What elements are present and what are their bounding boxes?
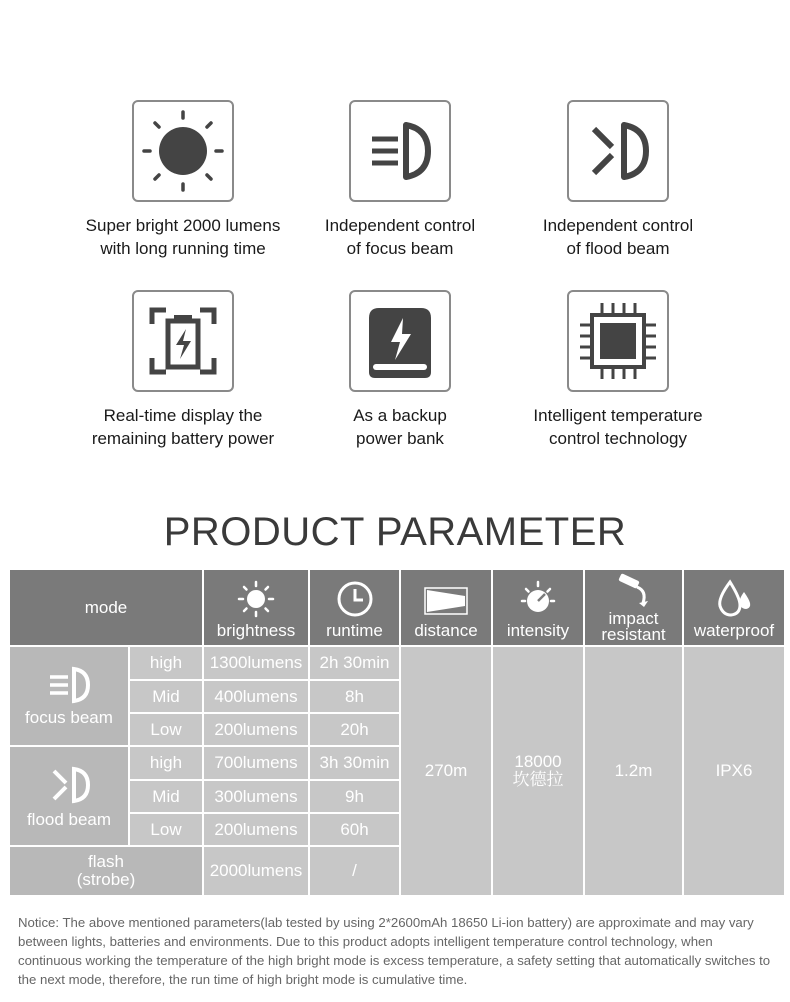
- chip-icon: [574, 297, 662, 385]
- mode-focus-beam: [10, 647, 128, 745]
- mode-flood-beam: [10, 747, 128, 845]
- flash-brightness: 2000lumens: [204, 847, 308, 895]
- header-runtime: [310, 570, 399, 645]
- feature-caption: As a backup power bank: [353, 406, 447, 448]
- header-impact-label: impact resistant: [601, 609, 666, 644]
- mode-name: flood beam: [26, 810, 112, 829]
- notice-text: Notice: The above mentioned parameters(lab tested by using 2*2600mAh 18650 Li-ion battery) are approximate and may vary between lights, batteries and environments. Due to this product adopts intelligent temperature control technology, when continuous working the temperature of the high bright mode is excess temperature, a safety setting that automatically switches to the next mode, therefore, the run time of high bright mode is cumulative time.: [18, 915, 771, 987]
- header-waterproof-label: waterproof: [693, 621, 775, 640]
- feature-icon-box: [132, 290, 234, 392]
- level-cell: high: [130, 747, 202, 779]
- feature-caption: Independent control of flood beam: [542, 216, 694, 258]
- level-cell: Low: [130, 814, 202, 845]
- feature-icon-box: [349, 100, 451, 202]
- feature-flood-control: [503, 100, 733, 260]
- flood-beam-icon: [46, 763, 92, 807]
- level-cell: high: [130, 647, 202, 679]
- header-waterproof: [684, 570, 784, 645]
- mode-name: focus beam: [25, 708, 113, 727]
- power-bank-icon: [355, 296, 445, 386]
- sun-icon: [237, 580, 275, 618]
- feature-caption: Independent control of focus beam: [324, 216, 476, 258]
- header-intensity-label: intensity: [506, 621, 570, 640]
- header-mode-label: mode: [84, 597, 128, 617]
- header-intensity: [493, 570, 583, 645]
- brightness-cell: 1300lumens: [204, 647, 308, 679]
- runtime-cell: 60h: [310, 814, 399, 845]
- header-mode: [10, 570, 202, 645]
- battery-display-icon: [140, 298, 226, 384]
- runtime-cell: 2h 30min: [310, 647, 399, 679]
- intensity-value: 18000 坎德拉: [493, 647, 583, 895]
- sun-icon: [140, 108, 226, 194]
- level-cell: Mid: [130, 681, 202, 712]
- water-drops-icon: [714, 578, 754, 618]
- header-distance: [401, 570, 491, 645]
- feature-battery-display: [68, 290, 298, 450]
- feature-power-bank: [285, 290, 515, 450]
- feature-caption: Real-time display the remaining battery power: [91, 406, 275, 448]
- impact-drop-icon: [613, 573, 655, 609]
- brightness-cell: 300lumens: [204, 781, 308, 812]
- runtime-cell: 3h 30min: [310, 747, 399, 779]
- runtime-cell: 20h: [310, 714, 399, 745]
- waterproof-value: IPX6: [684, 647, 784, 895]
- section-heading: PRODUCT PARAMETER: [163, 510, 627, 554]
- header-impact: [585, 570, 682, 645]
- brightness-cell: 700lumens: [204, 747, 308, 779]
- feature-caption: Intelligent temperature control technology: [533, 406, 703, 448]
- intensity-gauge-icon: [519, 580, 557, 618]
- distance-value: 270m: [401, 647, 491, 895]
- runtime-cell: 9h: [310, 781, 399, 812]
- mode-name: flash (strobe): [76, 852, 136, 889]
- feature-focus-control: [285, 100, 515, 260]
- level-cell: Low: [130, 714, 202, 745]
- feature-icon-box: [132, 100, 234, 202]
- focus-beam-icon: [360, 111, 440, 191]
- level-cell: Mid: [130, 781, 202, 812]
- clock-icon: [336, 580, 374, 618]
- flood-beam-icon: [578, 111, 658, 191]
- header-brightness: [204, 570, 308, 645]
- feature-icon-box: [567, 290, 669, 392]
- feature-icon-box: [349, 290, 451, 392]
- brightness-cell: 400lumens: [204, 681, 308, 712]
- header-runtime-label: runtime: [326, 621, 383, 640]
- header-brightness-label: brightness: [216, 621, 296, 640]
- beam-distance-icon: [423, 584, 469, 618]
- brightness-cell: 200lumens: [204, 814, 308, 845]
- flash-runtime: /: [310, 847, 399, 895]
- header-distance-label: distance: [414, 621, 478, 640]
- brightness-cell: 200lumens: [204, 714, 308, 745]
- focus-beam-icon: [46, 665, 92, 705]
- mode-flash: [10, 847, 202, 895]
- impact-value: 1.2m: [585, 647, 682, 895]
- feature-super-bright: [68, 100, 298, 260]
- runtime-cell: 8h: [310, 681, 399, 712]
- feature-temp-control: [503, 290, 733, 450]
- feature-icon-box: [567, 100, 669, 202]
- feature-caption: Super bright 2000 lumens with long running time: [85, 216, 281, 258]
